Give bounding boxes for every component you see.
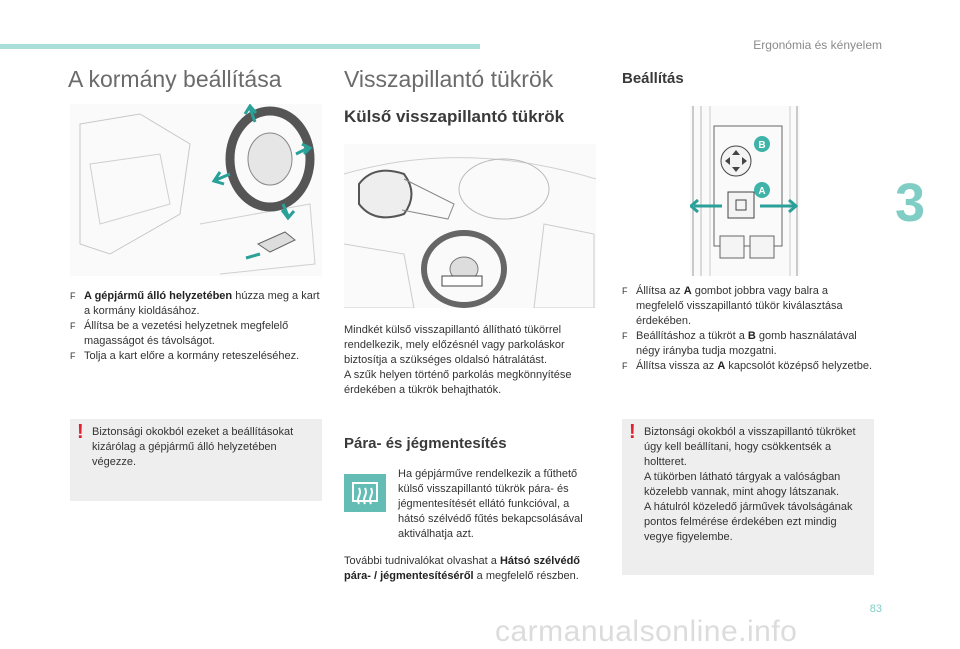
defrost-icon (344, 474, 386, 512)
steering-step-2: F Állítsa be a vezetési helyzetnek megfelelő magasságot és távolságot. (70, 320, 289, 347)
mirrors-para-2: A szűk helyen történő parkolás megkönnyítése érdekében a tükrök behajthatók. (344, 369, 572, 396)
control-label-a: A (758, 186, 766, 197)
mirrors-description (344, 323, 596, 398)
mirrors-title: Visszapillantó tükrök (344, 66, 554, 92)
defrost-text: Ha gépjárműve rendelkezik a fűthető külső visszapillantó tükrök pára- és jégmentesítését ellátó funkcióval, a hátsó szélvédő fűtés bekapcsolásával aktiválhatja azt. (398, 468, 583, 540)
steering-step-1: F A gépjármű álló helyzetében húzza meg a kart a kormány kioldásához. (70, 290, 320, 317)
adjustment-step-1: F Állítsa az A gombot jobbra vagy balra a megfelelő visszapillantó tükör kiválasztása érdekében. (622, 285, 843, 327)
adjustment-title: Beállítás (622, 70, 684, 87)
mirror-control-illustration (690, 106, 800, 276)
mirror-warning-text: Biztonsági okokból a visszapillantó tükröket úgy kell beállítani, hogy csökkentsék a holtteret. A tükörben látható tárgyak a valóságban közelebb vannak, mint ahogy látszanak. A hátulról közeledő járművek távolságának pontos felmérése érdekében ezt mindig vegye figyelembe. (644, 426, 856, 543)
steering-step-3: F Tolja a kart előre a kormány reteszeléséhez. (70, 350, 300, 362)
defrost-title: Pára- és jégmentesítés (344, 435, 507, 452)
warning-icon: ! (77, 421, 84, 443)
steering-steps (70, 289, 326, 364)
defrost-more-info: További tudnivalókat olvashat a Hátsó szélvédő pára- / jégmentesítéséről a megfelelő részben. (344, 555, 581, 582)
section-title: Ergonómia és kényelem (753, 38, 882, 52)
external-mirrors-subtitle: Külső visszapillantó tükrök (344, 107, 565, 126)
adjustment-step-3: F Állítsa vissza az A kapcsolót középső helyzetbe. (622, 360, 873, 372)
chapter-number: 3 (895, 173, 926, 233)
steering-title: A kormány beállítása (68, 66, 282, 92)
watermark: carmanualsonline.info (495, 615, 798, 648)
mirror-warning-box (622, 419, 874, 575)
adjustment-step-2: F Beállításhoz a tükröt a B gomb használatával négy irányba tudja mozgatni. (622, 330, 857, 357)
mirrors-para-1: Mindkét külső visszapillantó állítható tükörrel rendelkezik, mely előzésnél vagy parkoláskor biztosítja a szükséges oldalsó hátralátást. (344, 324, 565, 366)
steering-warning-box (70, 419, 322, 501)
control-label-b: B (758, 140, 766, 151)
header-accent-bar (0, 44, 480, 49)
steering-warning-text: Biztonsági okokból ezeket a beállításokat kizárólag a gépjármű álló helyzetében végezze. (92, 426, 294, 468)
steering-illustration (70, 104, 322, 276)
warning-icon: ! (629, 421, 636, 443)
adjustment-steps (622, 284, 874, 374)
page-number: 83 (869, 603, 882, 615)
mirror-illustration (344, 144, 596, 308)
